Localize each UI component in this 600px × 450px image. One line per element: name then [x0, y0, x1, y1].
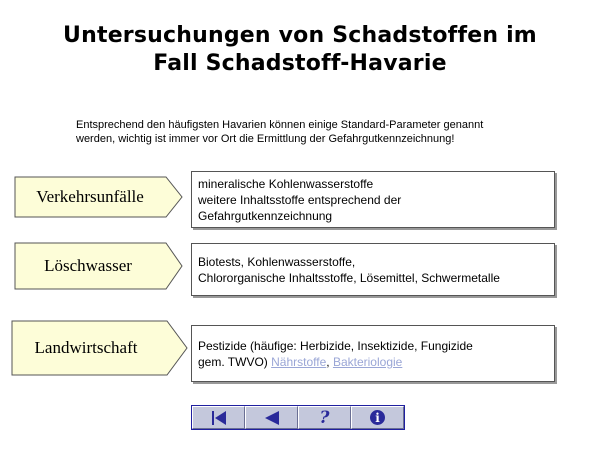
- intro-line2: werden, wichtig ist immer vor Ort die Ermittlung der Gefahrgutkennzeichnung!: [76, 133, 455, 145]
- box-line: Pestizide (häufige: Herbizide, Insektizide, Fungizide: [198, 339, 473, 353]
- page-title-line2: Fall Schadstoff-Havarie: [153, 51, 447, 76]
- link-separator: ,: [326, 355, 333, 369]
- tag-loeschwasser: [14, 242, 184, 290]
- naehrstoffe-link[interactable]: Nährstoffe: [271, 355, 327, 369]
- tag-verkehrsunfaelle: [14, 176, 184, 218]
- box-verkehrsunfaelle: [191, 171, 555, 228]
- first-page-button[interactable]: [192, 406, 245, 429]
- intro-line1: Entsprechend den häufigsten Havarien können einige Standard-Parameter genannt: [76, 119, 484, 131]
- box-line: mineralische Kohlenwasserstoffe: [198, 177, 374, 191]
- intro-text: [76, 118, 536, 146]
- info-glyph: i: [375, 410, 380, 425]
- help-question-icon: ?: [319, 407, 330, 428]
- page-title: [0, 22, 600, 78]
- info-button[interactable]: [351, 406, 404, 429]
- tag-label-landwirtschaft: Landwirtschaft: [34, 338, 138, 357]
- box-line-prefix: gem. TWVO): [198, 355, 272, 369]
- box-line: Gefahrgutkennzeichnung: [198, 209, 333, 223]
- help-button[interactable]: [298, 406, 351, 429]
- info-icon: [370, 410, 385, 425]
- box-landwirtschaft: [191, 325, 555, 382]
- box-line: [198, 354, 548, 370]
- box-loeschwasser: [191, 243, 555, 296]
- tag-label-loeschwasser: Löschwasser: [44, 256, 132, 275]
- tag-label-verkehrsunfaelle: Verkehrsunfälle: [36, 187, 144, 206]
- bakteriologie-link[interactable]: Bakteriologie: [332, 355, 403, 369]
- first-page-icon: [210, 410, 228, 426]
- back-button[interactable]: [245, 406, 298, 429]
- page-title-line1: Untersuchungen von Schadstoffen im: [63, 23, 537, 48]
- box-line: Chlororganische Inhaltsstoffe, Lösemittel, Schwermetalle: [198, 271, 500, 285]
- box-line: Biotests, Kohlenwasserstoffe,: [198, 255, 356, 269]
- back-arrow-icon: [263, 410, 281, 426]
- navigation-bar: [191, 405, 405, 430]
- box-line: weitere Inhaltsstoffe entsprechend der: [198, 193, 402, 207]
- tag-landwirtschaft: [11, 320, 191, 376]
